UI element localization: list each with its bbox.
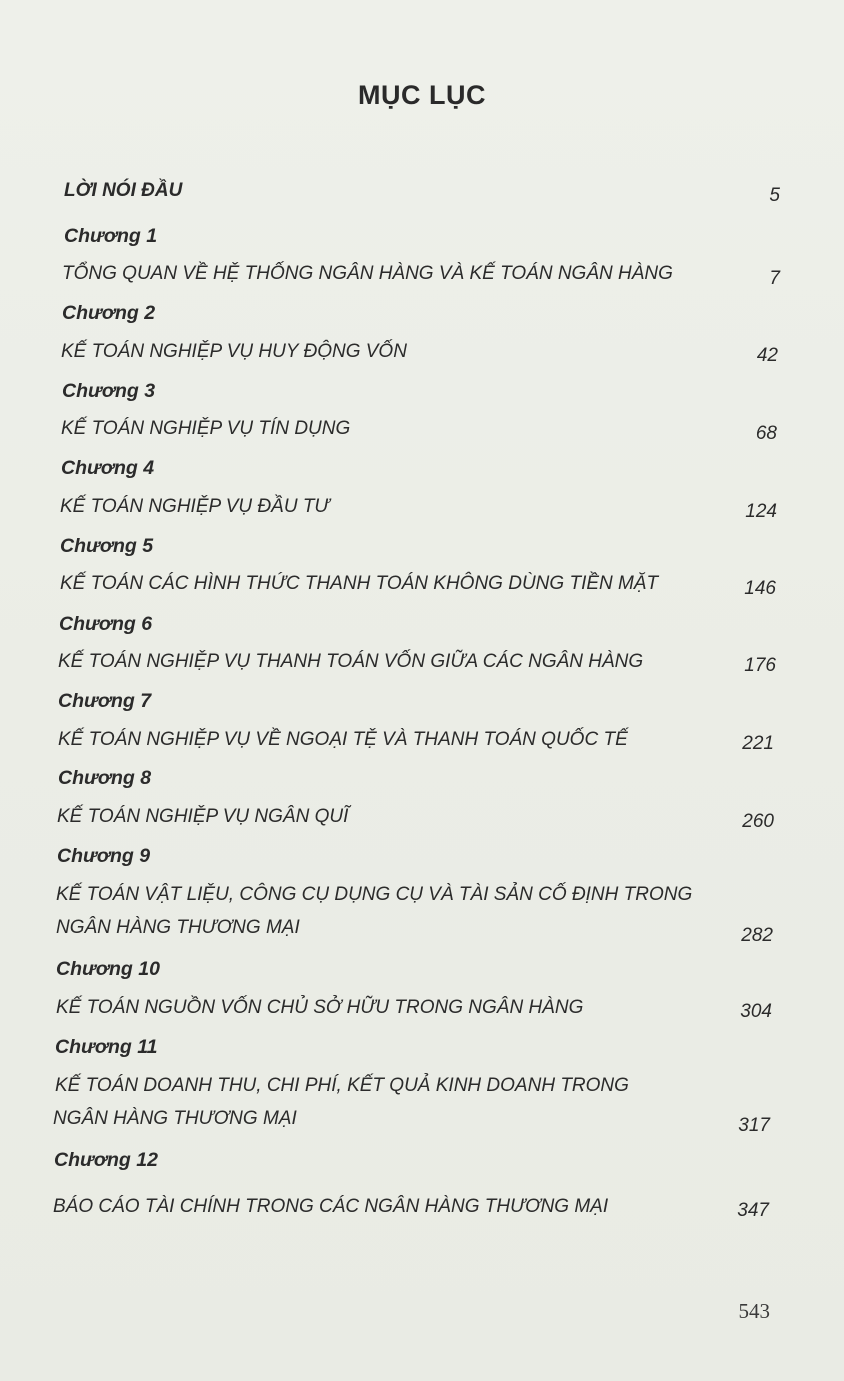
chapter-title-line: KẾ TOÁN NGHIỆP VỤ TÍN DỤNG (61, 418, 351, 439)
chapter-page-number: 68 (755, 423, 777, 444)
chapter-label: Chương 11 (55, 1036, 158, 1058)
chapter-title-line: BÁO CÁO TÀI CHÍNH TRONG CÁC NGÂN HÀNG THƯƠNG MẠI (53, 1196, 609, 1217)
chapter-label: Chương 2 (62, 302, 156, 324)
chapter-page-number: 304 (740, 1001, 772, 1022)
front-matter-title: LỜI NÓI ĐẦU (64, 180, 183, 201)
chapter-title-line: KẾ TOÁN NGHIỆP VỤ VỀ NGOẠI TỆ VÀ THANH TOÁN QUỐC TẾ (58, 729, 628, 750)
chapter-label: Chương 7 (58, 690, 152, 712)
page-number: 543 (738, 1299, 770, 1323)
chapter-title-line: KẾ TOÁN NGHIỆP VỤ NGÂN QUĨ (57, 806, 349, 827)
chapter-page-number: 317 (738, 1115, 770, 1136)
chapter-label: Chương 6 (59, 613, 153, 635)
chapter-page-number: 260 (742, 811, 774, 832)
front-matter-page: 5 (769, 185, 780, 206)
chapter-title-line: KẾ TOÁN NGHIỆP VỤ HUY ĐỘNG VỐN (61, 341, 407, 362)
chapter-page-number: 124 (745, 501, 777, 522)
chapter-page-number: 347 (737, 1200, 769, 1221)
chapter-title-line: KẾ TOÁN CÁC HÌNH THỨC THANH TOÁN KHÔNG DÙNG TIỀN MẶT (60, 573, 659, 594)
chapter-page-number: 282 (741, 925, 773, 946)
chapter-page-number: 42 (756, 345, 778, 366)
chapter-title-line: KẾ TOÁN NGHIỆP VỤ THANH TOÁN VỐN GIỮA CÁC NGÂN HÀNG (58, 651, 644, 672)
chapter-label: Chương 12 (54, 1149, 158, 1171)
chapter-page-number: 146 (744, 578, 776, 599)
chapter-label: Chương 8 (58, 767, 152, 789)
chapter-label: Chương 10 (56, 958, 160, 980)
chapter-label: Chương 9 (57, 845, 151, 867)
chapter-title-line: NGÂN HÀNG THƯƠNG MẠI (56, 917, 300, 938)
chapter-label: Chương 5 (60, 535, 154, 557)
toc-heading: MỤC LỤC (358, 80, 486, 110)
chapter-label: Chương 1 (64, 225, 158, 247)
chapter-page-number: 221 (742, 733, 774, 754)
chapter-page-number: 176 (744, 655, 776, 676)
chapter-title-line: KẾ TOÁN DOANH THU, CHI PHÍ, KẾT QUẢ KINH DOANH TRONG (55, 1075, 629, 1096)
chapter-title-line: KẾ TOÁN NGUỒN VỐN CHỦ SỞ HỮU TRONG NGÂN HÀNG (56, 997, 584, 1018)
chapter-label: Chương 3 (62, 380, 156, 402)
chapter-label: Chương 4 (61, 457, 155, 479)
chapter-title-line: KẾ TOÁN NGHIỆP VỤ ĐẦU TƯ (60, 496, 330, 517)
chapter-title-line: TỔNG QUAN VỀ HỆ THỐNG NGÂN HÀNG VÀ KẾ TOÁN NGÂN HÀNG (62, 263, 673, 284)
chapter-title-line: NGÂN HÀNG THƯƠNG MẠI (53, 1108, 297, 1129)
chapter-title-line: KẾ TOÁN VẬT LIỆU, CÔNG CỤ DỤNG CỤ VÀ TÀI SẢN CỐ ĐỊNH TRONG (56, 884, 693, 905)
chapter-page-number: 7 (769, 268, 780, 289)
